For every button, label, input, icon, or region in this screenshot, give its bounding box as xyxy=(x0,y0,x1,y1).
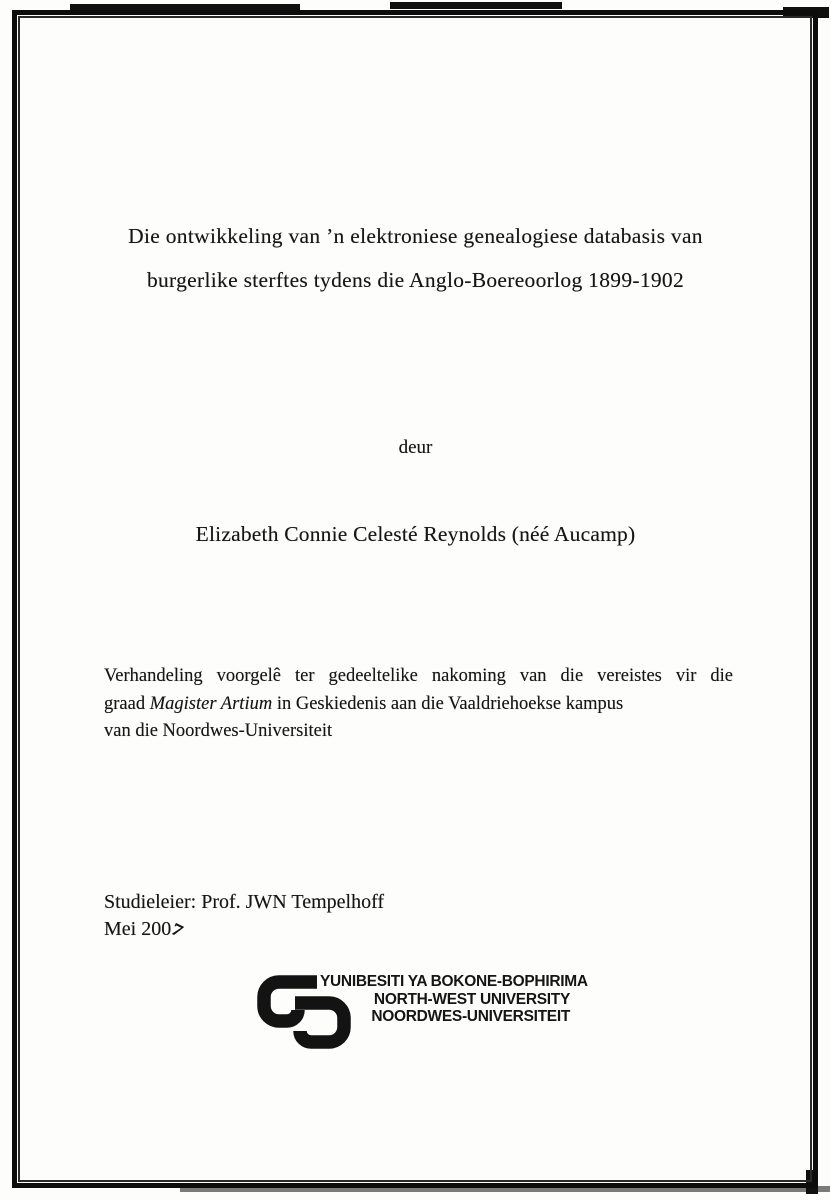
thesis-title-line2: burgerlike sterftes tydens die Anglo-Boereoorlog 1899-1902 xyxy=(146,268,685,292)
degree-statement-line2-suffix: in Geskiedenis aan die Vaaldriehoekse kampus xyxy=(272,693,624,714)
degree-statement-line2-prefix: graad xyxy=(104,693,150,714)
date-prefix: Mei 200 xyxy=(104,918,172,940)
university-logo-text xyxy=(320,973,588,1026)
logo-line-english: NORTH-WEST UNIVERSITY xyxy=(373,990,570,1008)
degree-statement xyxy=(104,663,733,746)
degree-statement-line1: Verhandeling voorgelê ter gedeeltelike nakoming van die vereistes vir die xyxy=(104,666,733,686)
byline: deur xyxy=(398,437,433,458)
degree-name-italic: Magister Artium xyxy=(149,693,273,714)
supervisor-line: Studieleier: Prof. JWN Tempelhoff xyxy=(104,891,385,913)
degree-statement-line3: van die Noordwes-Universiteit xyxy=(104,721,333,741)
scan-artifact xyxy=(390,2,562,9)
logo-line-afrikaans: NOORDWES-UNIVERSITEIT xyxy=(371,1008,570,1025)
author-name: Elizabeth Connie Celesté Reynolds (néé Aucamp) xyxy=(195,522,636,546)
thesis-title xyxy=(50,214,781,302)
supervisor-block xyxy=(104,889,384,943)
university-logo xyxy=(256,971,588,1053)
degree-statement-line2 xyxy=(104,691,733,719)
date-last-digit: 7 xyxy=(168,919,187,942)
date-line xyxy=(104,916,384,943)
logo-line-setswana: YUNIBESITI YA BOKONE-BOPHIRIMA xyxy=(320,973,588,990)
thesis-title-line1: Die ontwikkeling van ’n elektroniese genealogiese databasis van xyxy=(128,224,703,248)
